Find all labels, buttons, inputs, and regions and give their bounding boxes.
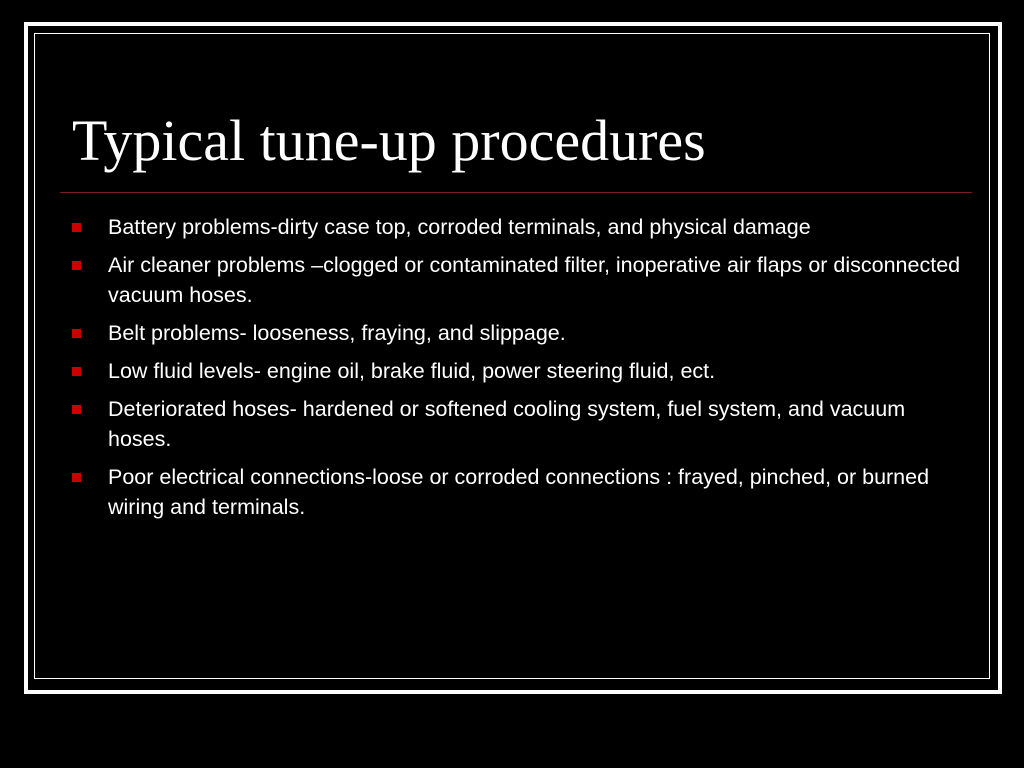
- bullet-text: Air cleaner problems –clogged or contaminated filter, inoperative air flaps or disconnected vacuum hoses.: [108, 253, 961, 307]
- square-bullet-icon: [72, 367, 81, 376]
- square-bullet-icon: [72, 261, 81, 270]
- square-bullet-icon: [72, 405, 81, 414]
- bullet-item: [70, 250, 970, 310]
- title-divider: [60, 192, 972, 193]
- bullet-text: Deteriorated hoses- hardened or softened cooling system, fuel system, and vacuum hoses.: [108, 397, 906, 451]
- bullet-list: [70, 212, 970, 530]
- bullet-item: [70, 318, 970, 348]
- bullet-text: Low fluid levels- engine oil, brake fluid, power steering fluid, ect.: [108, 359, 716, 383]
- bullet-text: Belt problems- looseness, fraying, and slippage.: [108, 321, 566, 345]
- bullet-text: Poor electrical connections-loose or corroded connections : frayed, pinched, or burned wiring and terminals.: [108, 465, 930, 519]
- bullet-item: [70, 356, 970, 386]
- bullet-item: [70, 394, 970, 454]
- square-bullet-icon: [72, 223, 81, 232]
- bullet-item: [70, 462, 970, 522]
- bullet-item: [70, 212, 970, 242]
- slide-title: Typical tune-up procedures: [72, 108, 706, 173]
- bullet-text: Battery problems-dirty case top, corroded terminals, and physical damage: [108, 215, 811, 239]
- square-bullet-icon: [72, 329, 81, 338]
- square-bullet-icon: [72, 473, 81, 482]
